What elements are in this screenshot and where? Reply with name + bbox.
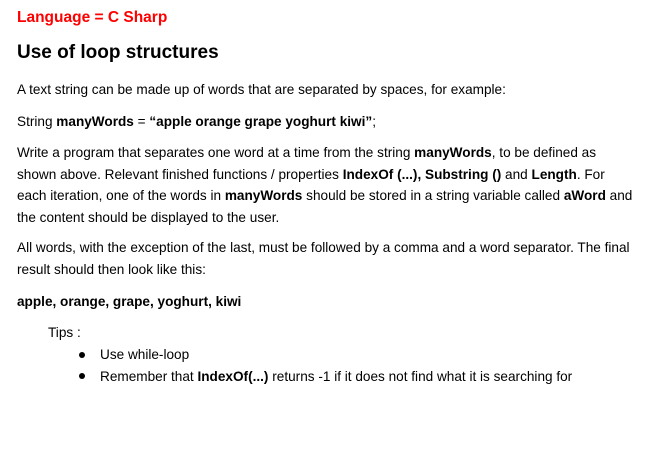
task-bold-aword: aWord	[563, 188, 606, 203]
tip-bold-indexof: IndexOf(...)	[197, 368, 269, 384]
tip-text-part: returns -1 if it does not find what it is searching for	[268, 368, 573, 384]
intro-paragraph: A text string can be made up of words that are separated by spaces, for example:	[17, 82, 506, 97]
string-example-paragraph	[17, 111, 637, 133]
tip-item	[76, 344, 616, 366]
result-example: apple, orange, grape, yoghurt, kiwi	[17, 294, 242, 309]
task-bold-length: Length	[531, 166, 577, 182]
task-text-3: and	[501, 166, 532, 182]
bullet-icon	[79, 373, 85, 379]
task-text-1: Write a program that separates one word at a time from the string	[17, 145, 415, 160]
tip-text: Use while-loop	[100, 347, 190, 362]
tip-text-part: Remember that	[100, 368, 198, 384]
tips-label: Tips :	[48, 325, 81, 340]
task-bold-manywords-2: manyWords	[224, 188, 303, 203]
task-bold-manywords-1: manyWords	[414, 145, 492, 160]
language-title: Language = C Sharp	[17, 9, 168, 26]
words-rule-paragraph: All words, with the exception of the last, must be followed by a comma and a word separator. The final result should then look like this:	[17, 240, 630, 277]
task-text-5: should be stored in a string variable called	[302, 188, 564, 203]
statement-end: ;	[372, 114, 376, 129]
task-text-4: . For each iteration, one of the words in	[17, 166, 605, 203]
task-bold-functions: IndexOf (...), Substring ()	[342, 166, 502, 182]
string-var-name: manyWords	[56, 114, 134, 129]
task-paragraph	[17, 142, 637, 228]
bullet-icon	[79, 352, 85, 358]
string-keyword: String	[17, 114, 57, 129]
section-heading: Use of loop structures	[17, 42, 219, 63]
task-text-6: and the content should be displayed to the user.	[17, 188, 633, 225]
string-literal: “apple orange grape yoghurt kiwi”	[149, 114, 373, 129]
tip-item	[76, 366, 616, 388]
assign-operator: =	[133, 114, 150, 129]
task-text-2: , to be defined as shown above. Relevant finished functions / properties	[17, 145, 597, 182]
tips-list	[76, 344, 616, 387]
